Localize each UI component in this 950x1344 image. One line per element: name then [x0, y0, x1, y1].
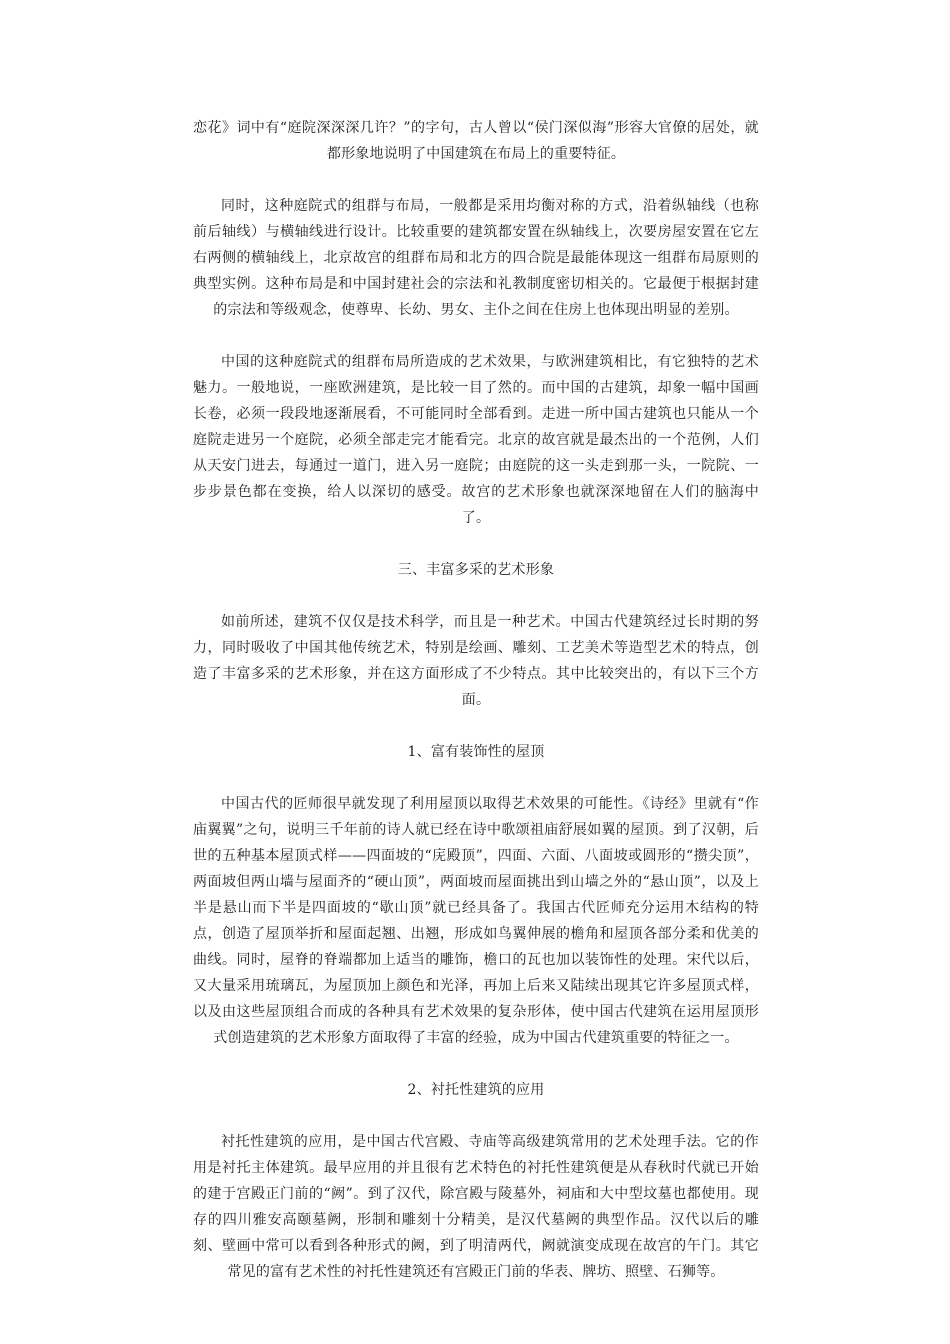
section-heading: 三、丰富多采的艺术形象	[397, 562, 555, 578]
paragraph-roof: 中国古代的匠师很早就发现了利用屋顶以取得艺术效果的可能性。《诗经》里就有“作庙翼翼”之句，说明三千年前的诗人就已经在诗中歌颂祖庙舒展如翼的屋顶。到了汉朝，后世的五种基本屋顶式样——四面坡的“庑殿顶”，四面、六面、八面坡或圆形的“攒尖顶”，两面坡但两山墙与屋面齐的“硬山顶”，两面坡而屋面挑出到山墙之外的“悬山顶”，以及上半是悬山而下半是四面坡的“歇山顶”就已经具备了。我国古代匠师充分运用木结构的特点，创造了屋顶举折和屋面起翘、出翘，形成如鸟翼伸展的檐角和屋顶各部分柔和优美的曲线。同时，屋脊的脊端都加上适当的雕饰，檐口的瓦也加以装饰性的处理。宋代以后，又大量采用琉璃瓦，为屋顶加上颜色和光泽，再加上后来又陆续出现其它许多屋顶式样，以及由这些屋顶组合而成的各种具有艺术效果的复杂形体，使中国古代建筑在运用屋顶形式创造建筑的艺术形象方面取得了丰富的经验，成为中国古代建筑重要的特征之一。	[193, 796, 759, 1046]
document-body	[193, 115, 759, 1285]
paragraph-continuation: 恋花》词中有“庭院深深深几许？”的字句，古人曾以“侯门深似海”形容大官僚的居处，就都形象地说明了中国建筑在布局上的重要特征。	[193, 120, 759, 162]
paragraph-artistic-image: 如前所述，建筑不仅仅是技术科学，而且是一种艺术。中国古代建筑经过长时期的努力，同时吸收了中国其他传统艺术，特别是绘画、雕刻、工艺美术等造型艺术的特点，创造了丰富多采的艺术形象，并在这方面形成了不少特点。其中比较突出的，有以下三个方面。	[193, 614, 759, 708]
subsection-heading-supporting-buildings: 2、衬托性建筑的应用	[407, 1082, 545, 1098]
paragraph-supporting-buildings: 衬托性建筑的应用，是中国古代宫殿、寺庙等高级建筑常用的艺术处理手法。它的作用是衬托主体建筑。最早应用的并且很有艺术特色的衬托性建筑便是从春秋时代就已开始的建于宫殿正门前的“阙”。到了汉代，除宫殿与陵墓外，祠庙和大中型坟墓也都使用。现存的四川雅安高颐墓阙，形制和雕刻十分精美，是汉代墓阙的典型作品。汉代以后的雕刻、壁画中常可以看到各种形式的阙，到了明清两代，阙就演变成现在故宫的午门。其它常见的富有艺术性的衬托性建筑还有宫殿正门前的华表、牌坊、照壁、石狮等。	[193, 1134, 759, 1280]
paragraph-courtyard-symmetry: 同时，这种庭院式的组群与布局，一般都是采用均衡对称的方式，沿着纵轴线（也称前后轴线）与横轴线进行设计。比较重要的建筑都安置在纵轴线上，次要房屋安置在它左右两侧的横轴线上，北京故宫的组群布局和北方的四合院是最能体现这一组群布局原则的典型实例。这种布局是和中国封建社会的宗法和礼教制度密切相关的。它最便于根据封建的宗法和等级观念，使尊卑、长幼、男女、主仆之间在住房上也体现出明显的差别。	[193, 198, 759, 318]
paragraph-courtyard-effect: 中国的这种庭院式的组群布局所造成的艺术效果，与欧洲建筑相比，有它独特的艺术魅力。一般地说，一座欧洲建筑，是比较一目了然的。而中国的古建筑，却象一幅中国画长卷，必须一段段地逐渐展看，不可能同时全部看到。走进一所中国古建筑也只能从一个庭院走进另一个庭院，必须全部走完才能看完。北京的故宫就是最杰出的一个范例，人们从天安门进去，每通过一道门，进入另一庭院；由庭院的这一头走到那一头，一院院、一步步景色都在变换，给人以深切的感受。故宫的艺术形象也就深深地留在人们的脑海中了。	[193, 354, 759, 526]
subsection-heading-roof: 1、富有装饰性的屋顶	[407, 744, 545, 760]
